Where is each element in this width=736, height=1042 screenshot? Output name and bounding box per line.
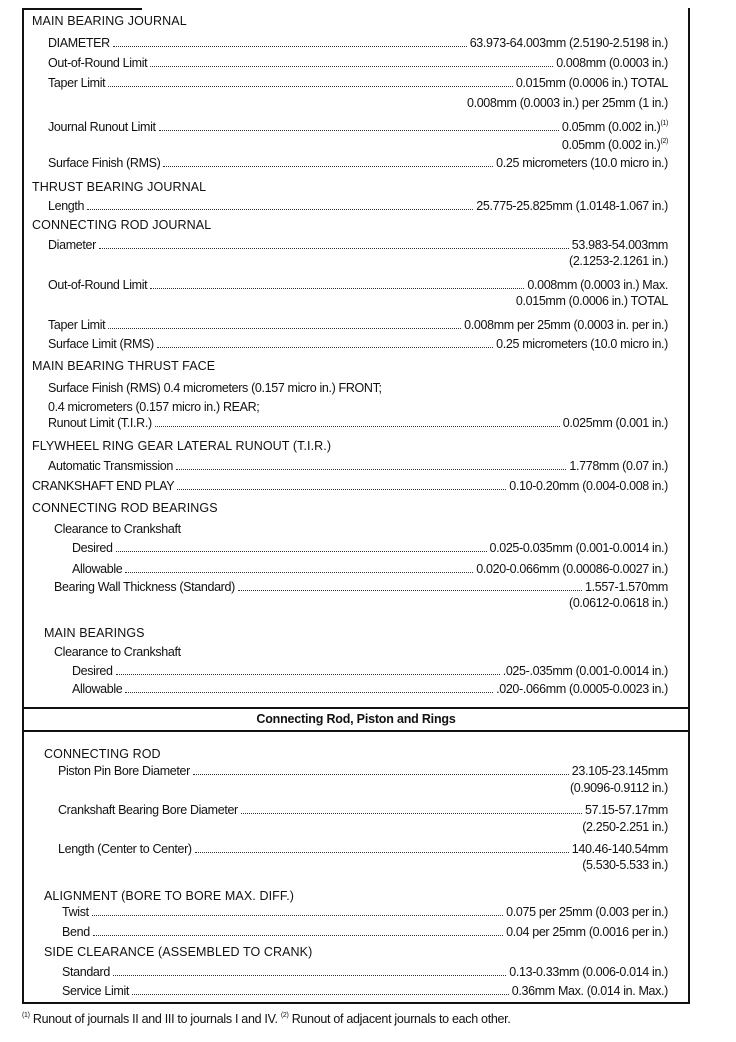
spec-heading: MAIN BEARINGS — [44, 626, 145, 640]
dot-leader — [87, 199, 473, 210]
spec-value: 0.008mm per 25mm (0.0003 in. per in.) — [464, 318, 668, 332]
spec-value: (0.0612-0.0618 in.) — [569, 596, 668, 610]
crankshaft-spec-row — [32, 359, 215, 374]
spec-label: Service Limit — [62, 984, 129, 998]
crankshaft-spec-row — [300, 96, 668, 111]
crankshaft-spec-row — [32, 180, 206, 195]
connecting-rod-spec-row — [62, 925, 668, 940]
spec-value: 63.973-64.003mm (2.5190-2.5198 in.) — [469, 36, 668, 50]
dot-leader — [238, 580, 582, 591]
spec-label: Length (Center to Center) — [58, 842, 192, 856]
dot-leader — [92, 905, 503, 916]
dot-leader — [108, 76, 513, 87]
crankshaft-spec-row — [300, 294, 668, 309]
connecting-rod-spec-row — [44, 889, 294, 904]
spec-heading: MAIN BEARING JOURNAL — [32, 14, 187, 28]
spec-label: Bearing Wall Thickness (Standard) — [54, 580, 235, 594]
spec-label: Surface Finish (RMS) 0.4 micrometers (0.157 micro in.) FRONT; — [48, 381, 382, 395]
footnote-1: Runout of journals II and III to journals I and IV. — [32, 1012, 278, 1026]
crankshaft-spec-row — [300, 134, 668, 152]
spec-label: Automatic Transmission — [48, 459, 173, 473]
footnote-ref: (1) — [660, 120, 668, 127]
dot-leader — [241, 803, 582, 814]
spec-value: 0.05mm (0.002 in.)$^{(1)}$ — [561, 120, 668, 134]
dot-leader — [116, 664, 500, 675]
connecting-rod-spec-row — [44, 945, 312, 960]
crankshaft-spec-row — [54, 645, 181, 660]
connecting-rod-spec-row — [300, 820, 668, 835]
spec-value: 0.008mm (0.0003 in.) per 25mm (1 in.) — [466, 96, 668, 110]
spec-value: 1.778mm (0.07 in.) — [569, 459, 668, 473]
section-header-connecting-rod-piston-rings — [22, 707, 690, 732]
connecting-rod-spec-row — [300, 858, 668, 873]
footnote-mark-1: (1) — [22, 1012, 30, 1019]
crankshaft-spec-row — [300, 596, 668, 611]
crankshaft-spec-row — [48, 238, 668, 253]
spec-label: Taper Limit — [48, 76, 106, 90]
dot-leader — [113, 36, 467, 47]
crankshaft-spec-row — [54, 522, 181, 537]
dot-leader — [177, 479, 506, 490]
crankshaft-spec-row — [48, 400, 259, 415]
spec-label: Surface Limit (RMS) — [48, 337, 154, 351]
dot-leader — [113, 965, 506, 976]
spec-label: Allowable — [72, 682, 123, 696]
spec-heading: FLYWHEEL RING GEAR LATERAL RUNOUT (T.I.R.) — [32, 439, 332, 453]
connecting-rod-spec-row — [62, 965, 668, 980]
footnote-mark-2: (2) — [280, 1012, 289, 1019]
connecting-rod-spec-row — [58, 764, 668, 779]
spec-value: 0.13-0.33mm (0.006-0.014 in.) — [509, 965, 668, 979]
spec-value: 0.015mm (0.0006 in.) TOTAL — [515, 294, 668, 308]
connecting-rod-spec-row — [58, 842, 668, 857]
spec-value: 0.10-0.20mm (0.004-0.008 in.) — [509, 479, 668, 493]
spec-heading: CONNECTING ROD JOURNAL — [32, 218, 212, 232]
section-title: Connecting Rod, Piston and Rings — [256, 712, 456, 726]
crankshaft-spec-row — [48, 416, 668, 431]
spec-label: Clearance to Crankshaft — [54, 645, 181, 659]
spec-value: 1.557-1.570mm — [585, 580, 668, 594]
crankshaft-spec-row — [72, 682, 668, 697]
spec-label: DIAMETER — [48, 36, 110, 50]
dot-leader — [132, 984, 509, 995]
spec-label: Length — [48, 199, 85, 213]
crankshaft-spec-row — [48, 76, 668, 91]
crankshaft-spec-row — [48, 459, 668, 474]
spec-label: Twist — [62, 905, 89, 919]
spec-heading: CONNECTING ROD BEARINGS — [32, 501, 218, 515]
crankshaft-spec-row — [48, 116, 668, 134]
crankshaft-spec-row — [32, 479, 668, 494]
dot-leader — [108, 318, 461, 329]
spec-label: Clearance to Crankshaft — [54, 522, 181, 536]
spec-value: 0.04 per 25mm (0.0016 per in.) — [506, 925, 668, 939]
crankshaft-spec-row — [48, 156, 668, 171]
dot-leader — [193, 764, 569, 775]
crankshaft-spec-row — [48, 56, 668, 71]
crankshaft-spec-row — [48, 278, 668, 293]
crankshaft-spec-row — [44, 626, 145, 641]
spec-value: (0.9096-0.9112 in.) — [569, 781, 668, 795]
spec-value: 0.008mm (0.0003 in.) Max. — [527, 278, 668, 292]
crankshaft-spec-row — [72, 562, 668, 577]
spec-value: 25.775-25.825mm (1.0148-1.067 in.) — [476, 199, 668, 213]
spec-value: 53.983-54.003mm — [571, 238, 668, 252]
spec-value: 0.025-0.035mm (0.001-0.0014 in.) — [489, 541, 668, 555]
crankshaft-spec-row — [32, 501, 218, 516]
dot-leader — [157, 337, 493, 348]
dot-leader — [150, 56, 553, 67]
spec-value: 0.025mm (0.001 in.) — [562, 416, 668, 430]
spec-label: Bend — [62, 925, 90, 939]
spec-value: 0.015mm (0.0006 in.) TOTAL — [515, 76, 668, 90]
spec-value: .025-.035mm (0.001-0.0014 in.) — [502, 664, 668, 678]
crankshaft-spec-row — [48, 381, 382, 396]
spec-label: Runout Limit (T.I.R.) — [48, 416, 152, 430]
spec-heading: THRUST BEARING JOURNAL — [32, 180, 207, 194]
crankshaft-spec-row — [72, 664, 668, 679]
spec-value: .020-.066mm (0.0005-0.0023 in.) — [496, 682, 668, 696]
footnotes — [22, 1012, 511, 1026]
crankshaft-spec-row — [48, 36, 668, 51]
dot-leader — [150, 278, 524, 289]
spec-heading: ALIGNMENT (BORE TO BORE MAX. DIFF.) — [44, 889, 295, 903]
spec-value: 0.075 per 25mm (0.003 per in.) — [506, 905, 668, 919]
dot-leader — [159, 120, 559, 131]
spec-value: 23.105-23.145mm — [571, 764, 668, 778]
connecting-rod-spec-row — [62, 984, 668, 999]
connecting-rod-spec-row — [300, 781, 668, 796]
spec-value: 0.25 micrometers (10.0 micro in.) — [496, 337, 668, 351]
spec-heading: CONNECTING ROD — [44, 747, 161, 761]
spec-value: (2.1253-2.1261 in.) — [569, 254, 668, 268]
dot-leader — [155, 416, 560, 427]
spec-value: (2.250-2.251 in.) — [582, 820, 668, 834]
crankshaft-spec-row — [48, 337, 668, 352]
connecting-rod-spec-row — [58, 803, 668, 818]
spec-value: 0.05mm (0.002 in.)$^{(2)}$ — [561, 138, 668, 152]
connecting-rod-spec-row — [44, 747, 161, 762]
dot-leader — [93, 925, 503, 936]
dot-leader — [125, 682, 493, 693]
spec-label: Piston Pin Bore Diameter — [58, 764, 190, 778]
spec-heading: SIDE CLEARANCE (ASSEMBLED TO CRANK) — [44, 945, 313, 959]
spec-value: 0.36mm Max. (0.014 in. Max.) — [511, 984, 668, 998]
spec-value: 57.15-57.17mm — [585, 803, 668, 817]
spec-label: Out-of-Round Limit — [48, 56, 148, 70]
dot-leader — [195, 842, 569, 853]
crankshaft-spec-row — [300, 254, 668, 269]
dot-leader — [163, 156, 493, 167]
spec-value: (5.530-5.533 in.) — [582, 858, 668, 872]
spec-value: 0.25 micrometers (10.0 micro in.) — [496, 156, 668, 170]
spec-label: Taper Limit — [48, 318, 106, 332]
spec-label: Journal Runout Limit — [48, 120, 156, 134]
crankshaft-spec-row — [48, 199, 668, 214]
crankshaft-spec-row — [32, 439, 331, 454]
connecting-rod-spec-row — [62, 905, 668, 920]
footnote-2: Runout of adjacent journals to each other. — [291, 1012, 511, 1026]
crankshaft-spec-row — [72, 541, 668, 556]
spec-label: CRANKSHAFT END PLAY — [32, 479, 175, 493]
spec-heading: MAIN BEARING THRUST FACE — [32, 359, 216, 373]
spec-label: Surface Finish (RMS) — [48, 156, 161, 170]
dot-leader — [176, 459, 566, 470]
footnote-ref: (2) — [660, 138, 668, 145]
spec-label: Out-of-Round Limit — [48, 278, 148, 292]
crankshaft-spec-row — [32, 218, 211, 233]
spec-label: Standard — [62, 965, 110, 979]
spec-label: Allowable — [72, 562, 123, 576]
crankshaft-spec-row — [54, 580, 668, 595]
spec-value: 0.020-0.066mm (0.00086-0.0027 in.) — [476, 562, 668, 576]
dot-leader — [99, 238, 569, 249]
crankshaft-spec-row — [32, 14, 187, 29]
spec-value: 0.008mm (0.0003 in.) — [556, 56, 668, 70]
dot-leader — [125, 562, 473, 573]
spec-label: Crankshaft Bearing Bore Diameter — [58, 803, 238, 817]
spec-value: 140.46-140.54mm — [571, 842, 668, 856]
spec-label: 0.4 micrometers (0.157 micro in.) REAR; — [48, 400, 260, 414]
spec-label: Desired — [72, 664, 113, 678]
spec-label: Diameter — [48, 238, 96, 252]
crankshaft-spec-row — [48, 318, 668, 333]
spec-label: Desired — [72, 541, 113, 555]
dot-leader — [116, 541, 487, 552]
